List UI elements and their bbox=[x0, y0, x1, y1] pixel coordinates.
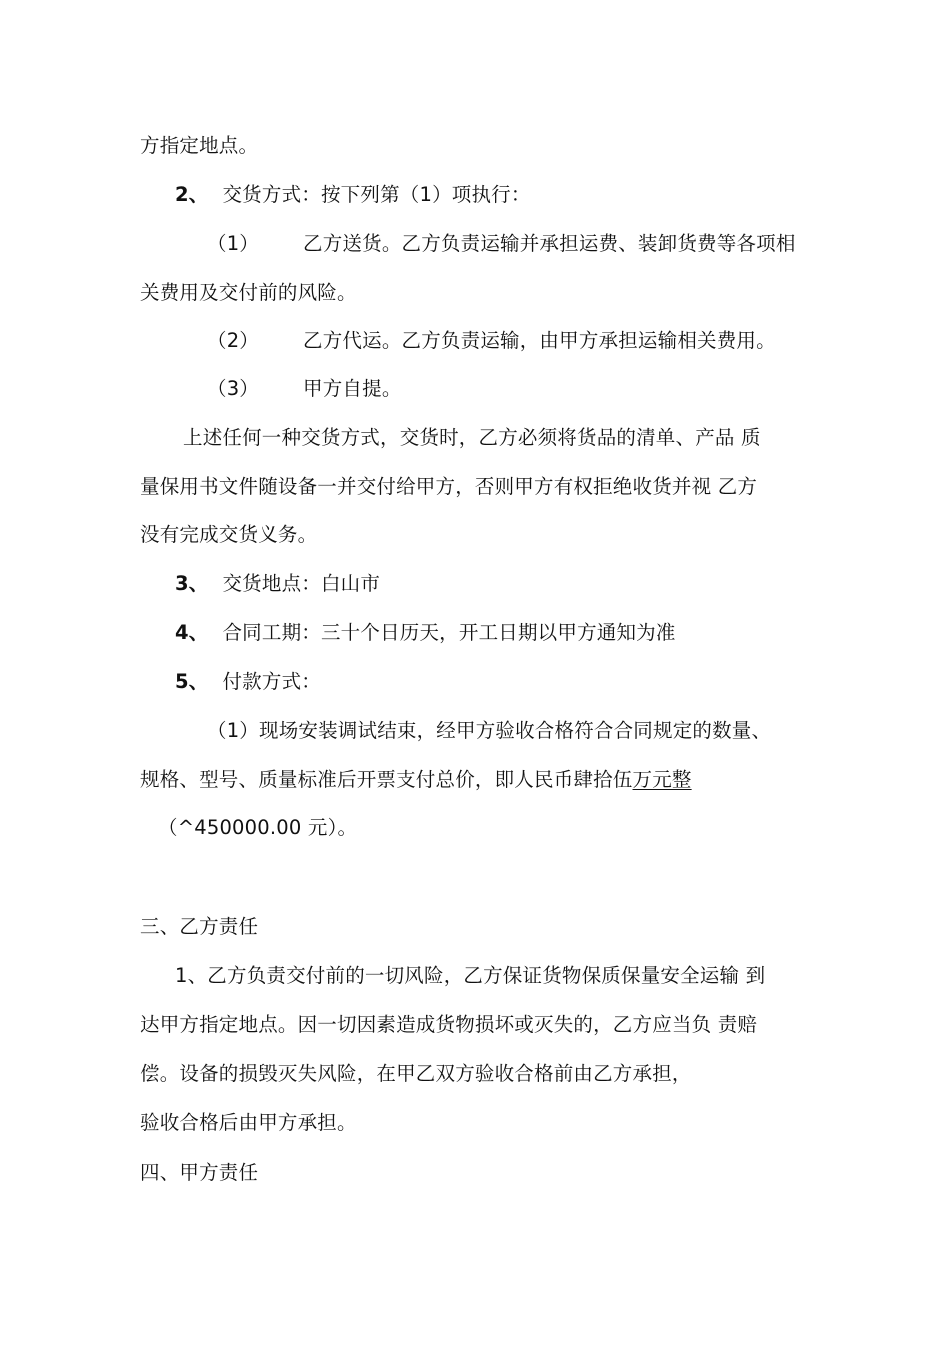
list-item-delivery-location: 3、 交货地点：白山市 bbox=[175, 572, 381, 595]
paragraph-line: 量保用书文件随设备一并交付给甲方，否则甲方有权拒绝收货并视 乙方 bbox=[140, 475, 758, 498]
text-line: 方指定地点。 bbox=[140, 134, 259, 157]
amount-in-words: 万元整 bbox=[632, 768, 692, 791]
paragraph-line: 达甲方指定地点。因一切因素造成货物损坏或灭失的，乙方应当负 责赔 bbox=[140, 1013, 758, 1036]
list-item-delivery-method: 2、 交货方式：按下列第（1）项执行： bbox=[175, 183, 531, 206]
paragraph-line: 1、乙方负责交付前的一切风险，乙方保证货物保质保量安全运输 到 bbox=[175, 964, 766, 987]
option-2: （2） 乙方代运。乙方负责运输，由甲方承担运输相关费用。 bbox=[207, 329, 776, 352]
payment-line: 规格、型号、质量标准后开票支付总价，即人民币肆拾伍万元整 bbox=[140, 768, 692, 791]
payment-line: （1）现场安装调试结束，经甲方验收合格符合合同规定的数量、 bbox=[207, 719, 772, 742]
paragraph-line: 上述任何一种交货方式，交货时，乙方必须将货品的清单、产品 质 bbox=[183, 426, 761, 449]
option-1: （1） 乙方送货。乙方负责运输并承担运费、装卸货费等各项相 bbox=[207, 232, 796, 255]
text-line: 关费用及交付前的风险。 bbox=[140, 281, 357, 304]
payment-amount: （^450000.00 元）。 bbox=[158, 816, 358, 839]
paragraph-line: 偿。设备的损毁灭失风险，在甲乙双方验收合格前由乙方承担， bbox=[140, 1062, 692, 1085]
list-item-payment-method: 5、 付款方式： bbox=[175, 670, 321, 693]
list-item-contract-period: 4、 合同工期：三十个日历天，开工日期以甲方通知为准 bbox=[175, 621, 676, 644]
paragraph-line: 验收合格后由甲方承担。 bbox=[140, 1111, 357, 1134]
paragraph-line: 没有完成交货义务。 bbox=[140, 523, 318, 546]
section-heading: 四、甲方责任 bbox=[140, 1161, 259, 1184]
option-3: （3） 甲方自提。 bbox=[207, 377, 402, 400]
section-heading: 三、乙方责任 bbox=[140, 915, 259, 938]
